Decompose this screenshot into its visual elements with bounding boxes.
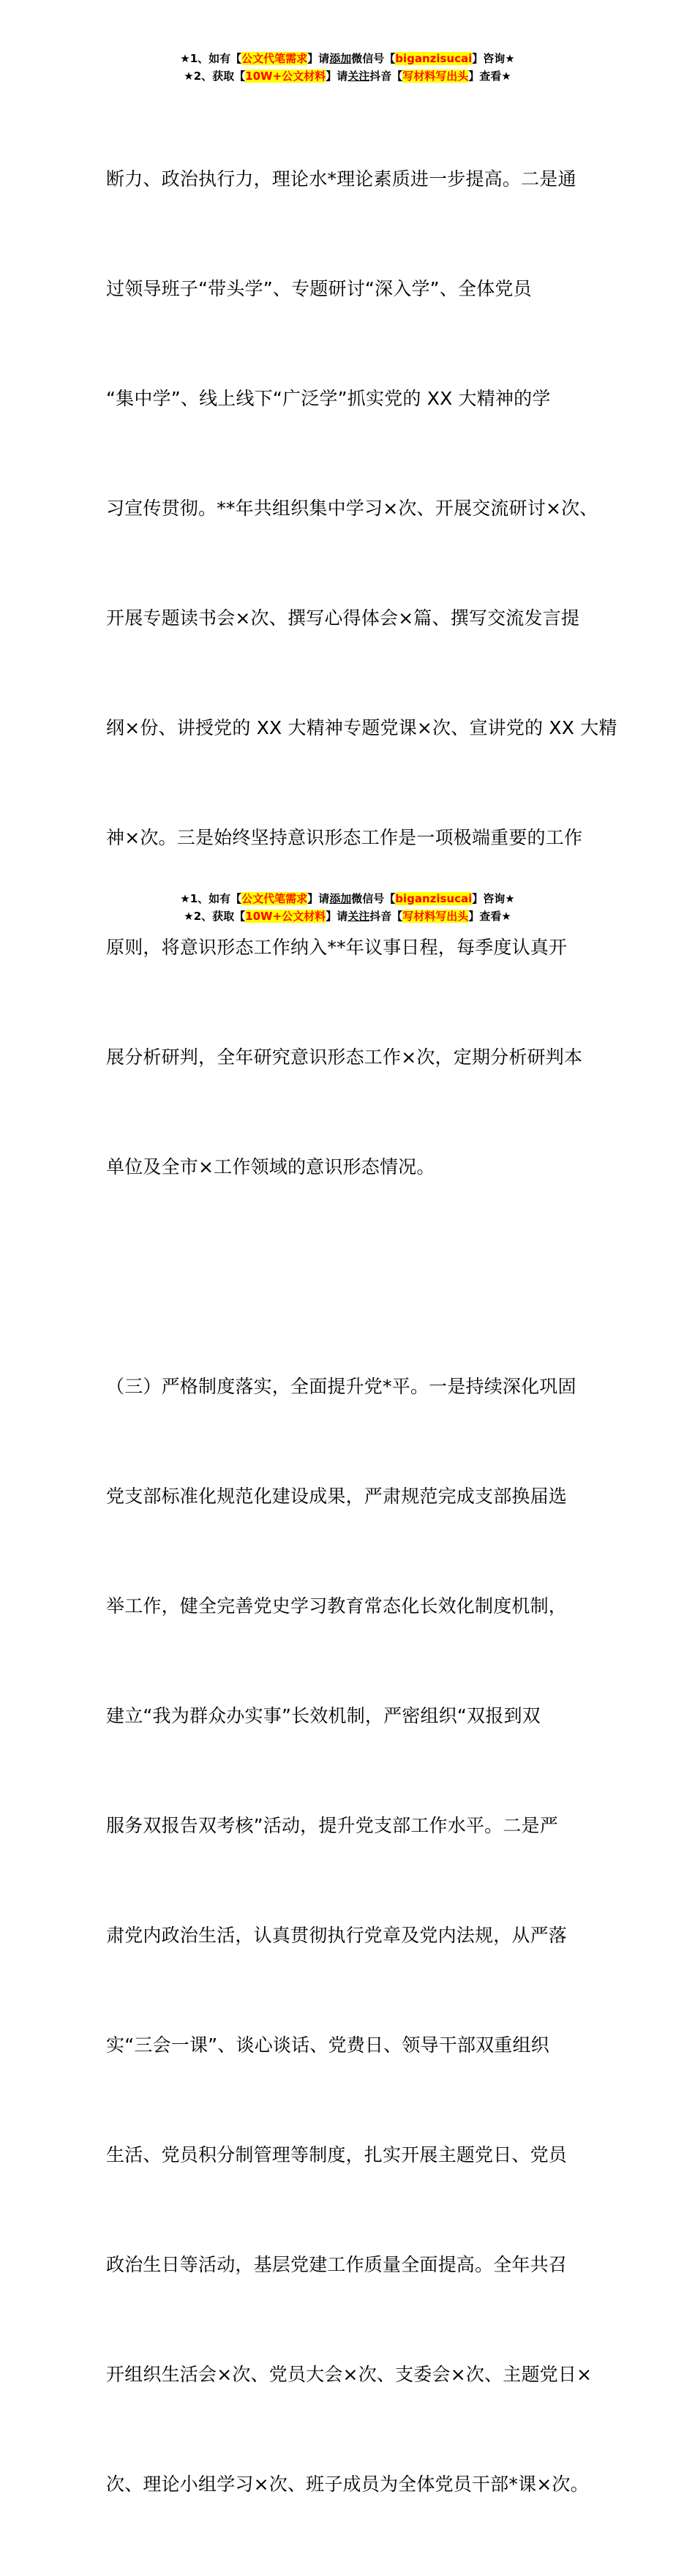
- paragraph-spacer: [106, 1259, 596, 1295]
- banner-highlight: 公文代笔需求: [241, 892, 308, 905]
- paragraph-2: [106, 1295, 596, 2576]
- banner-text: ★1、如有【: [180, 892, 242, 905]
- text-line: 纲×份、讲授党的 XX 大精神专题党课×次、宣讲党的 XX 大精: [106, 717, 617, 738]
- text-line: 原则，将意识形态工作纳入**年议事日程，每季度认真开: [106, 937, 568, 958]
- footer-banner: [0, 890, 695, 925]
- banner-text: ★2、获取【: [184, 910, 246, 923]
- text-line: 开组织生活会×次、党员大会×次、支委会×次、主题党日×: [106, 2364, 593, 2385]
- text-line: 神×次。三是始终坚持意识形态工作是一项极端重要的工作: [106, 827, 583, 848]
- banner-highlight: 写材料写出头: [402, 70, 469, 83]
- text-line: 过领导班子“带头学”、专题研讨“深入学”、全体党员: [106, 278, 532, 299]
- banner-text: ★1、如有【: [180, 52, 242, 65]
- text-line: 次、理论小组学习×次、班子成员为全体党员干部*课×次。: [106, 2474, 589, 2495]
- banner-line-2: [0, 907, 695, 925]
- banner-highlight: 公文代笔需求: [241, 52, 308, 65]
- text-line: 服务双报告双考核”活动，提升党支部工作水平。二是严: [106, 1815, 558, 1836]
- banner-line-1: [0, 890, 695, 907]
- text-line: 实“三会一课”、谈心谈话、党费日、领导干部双重组织: [106, 2034, 549, 2056]
- text-line: 生活、党员积分制管理等制度，扎实开展主题党日、党员: [106, 2144, 568, 2165]
- banner-highlight: biganzisucai: [395, 892, 473, 905]
- text-line: 展分析研判，全年研究意识形态工作×次，定期分析研判本: [106, 1046, 583, 1068]
- banner-highlight: biganzisucai: [395, 52, 473, 65]
- banner-text: 】查看★: [468, 70, 511, 83]
- text-line: 政治生日等活动，基层党建工作质量全面提高。全年共召: [106, 2254, 568, 2275]
- banner-text: 】咨询★: [472, 892, 515, 905]
- text-line: “集中学”、线上线下“广泛学”抓实党的 XX 大精神的学: [106, 388, 551, 409]
- text-line: 肃党内政治生活，认真贯彻执行党章及党内法规，从严落: [106, 1925, 568, 1946]
- banner-text: 】请: [307, 52, 330, 65]
- text-line: 开展专题读书会×次、撰写心得体会×篇、撰写交流发言提: [106, 607, 580, 629]
- banner-line-1: [0, 50, 695, 67]
- text-line: 举工作，健全完善党史学习教育常态化长效化制度机制，: [106, 1595, 568, 1617]
- banner-highlight: 10W+公文材料: [245, 910, 326, 923]
- banner-text: 】请: [307, 892, 330, 905]
- banner-text: 】咨询★: [472, 52, 515, 65]
- banner-underline: 关注: [348, 910, 370, 923]
- text-line: （三）严格制度落实，全面提升党*平。一是持续深化巩固: [106, 1376, 576, 1397]
- banner-text: 】请: [326, 70, 348, 83]
- banner-line-2: [0, 67, 695, 85]
- text-line: 单位及全市×工作领域的意识形态情况。: [106, 1156, 435, 1177]
- banner-text: 】查看★: [468, 910, 511, 923]
- banner-text: 抖音【: [369, 70, 403, 83]
- banner-text: 抖音【: [369, 910, 403, 923]
- banner-underline: 添加: [329, 52, 352, 65]
- banner-text: 微信号【: [351, 52, 396, 65]
- paragraph-1: [106, 88, 617, 1259]
- text-line: 断力、政治执行力，理论水*理论素质进一步提高。二是通: [106, 168, 576, 190]
- banner-text: ★2、获取【: [184, 70, 246, 83]
- banner-underline: 关注: [348, 70, 370, 83]
- text-line: 党支部标准化规范化建设成果，严肃规范完成支部换届选: [106, 1486, 568, 1507]
- document-body: [106, 88, 617, 2576]
- text-line: 建立“我为群众办实事”长效机制，严密组织“双报到双: [106, 1705, 541, 1726]
- banner-text: 】请: [326, 910, 348, 923]
- text-line: 习宣传贯彻。**年共组织集中学习×次、开展交流研讨×次、: [106, 498, 598, 519]
- banner-highlight: 10W+公文材料: [245, 70, 326, 83]
- banner-highlight: 写材料写出头: [402, 910, 469, 923]
- banner-underline: 添加: [329, 892, 352, 905]
- header-banner: [0, 50, 695, 85]
- banner-text: 微信号【: [351, 892, 396, 905]
